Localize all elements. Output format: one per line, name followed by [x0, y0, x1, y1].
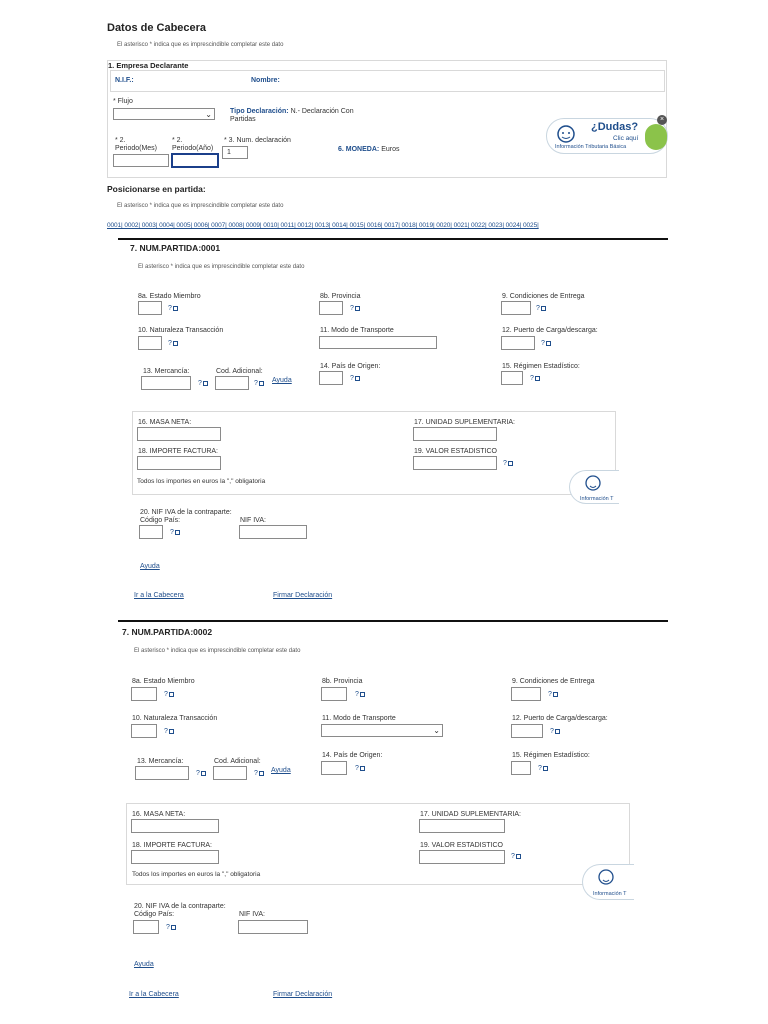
importes-note: Todos los importes en euros la "," obligatoria [137, 478, 266, 485]
flujo-select[interactable] [113, 108, 215, 120]
partida-note: El asterisco * indica que es imprescindible completar este dato [138, 264, 305, 270]
popup-icon [169, 692, 174, 697]
mercancia-input[interactable] [135, 766, 189, 780]
naturaleza-help[interactable] [164, 728, 174, 735]
modo-select[interactable] [319, 336, 437, 349]
dudas-banner[interactable] [546, 118, 668, 154]
regimen-help[interactable] [530, 375, 540, 382]
popup-icon [516, 854, 521, 859]
codigo-pais-help[interactable] [166, 924, 176, 931]
condiciones-help[interactable] [536, 305, 546, 312]
help-text: ? [198, 380, 202, 387]
moneda-label: 6. MONEDA: [338, 146, 380, 153]
required-note: El asterisco * indica que es imprescindible completar este dato [117, 42, 284, 48]
importe-input[interactable] [131, 850, 219, 864]
pais-origen-input[interactable] [321, 761, 347, 775]
help-text: ? [355, 691, 359, 698]
popup-icon [360, 766, 365, 771]
help-text: ? [530, 375, 534, 382]
firmar-link[interactable]: Firmar Declaración [273, 592, 333, 599]
help-text: ? [164, 728, 168, 735]
pais-origen-label: 14. País de Origen: [322, 752, 383, 759]
partida-title: 7. NUM.PARTIDA:0001 [130, 243, 221, 253]
puerto-help[interactable] [550, 728, 560, 735]
help-text: ? [164, 691, 168, 698]
pais-origen-help[interactable] [355, 765, 365, 772]
cod-adicional-help[interactable] [254, 770, 264, 777]
masa-label: 16. MASA NETA: [138, 419, 192, 426]
tipo-value: N.- Declaración Con [290, 108, 354, 115]
dudas-clic: Clic aquí [613, 135, 639, 142]
empresa-row [110, 70, 665, 92]
modo-label: 11. Modo de Transporte [320, 327, 394, 334]
nif-iva-input[interactable] [239, 525, 307, 539]
tipo-value-2: Partidas [230, 116, 256, 123]
regimen-label: 15. Régimen Estadístico: [512, 752, 590, 759]
unidad-input[interactable] [413, 427, 497, 441]
condiciones-input[interactable] [501, 301, 531, 315]
help-text: ? [548, 691, 552, 698]
num-declaracion-label: * 3. Num. declaración [224, 137, 291, 144]
importe-label: 18. IMPORTE FACTURA: [132, 842, 212, 849]
help-text: ? [538, 765, 542, 772]
importes-note: Todos los importes en euros la "," obligatoria [132, 871, 261, 878]
naturaleza-label: 10. Naturaleza Transacción [138, 327, 224, 334]
importe-label: 18. IMPORTE FACTURA: [138, 448, 218, 455]
nif-iva-input[interactable] [238, 920, 308, 934]
help-text: ? [355, 765, 359, 772]
popup-icon [173, 306, 178, 311]
chevron-down-icon: ⌄ [205, 110, 212, 119]
popup-icon [360, 692, 365, 697]
modo-select[interactable] [321, 724, 443, 737]
mercancia-help[interactable] [198, 380, 208, 387]
posicionarse-note: El asterisco * indica que es imprescindible completar este dato [117, 203, 284, 209]
provincia-label: 8b. Provincia [322, 678, 363, 685]
estado-input[interactable] [131, 687, 157, 701]
puerto-help[interactable] [541, 340, 551, 347]
separator [118, 238, 668, 240]
regimen-input[interactable] [501, 371, 523, 385]
popup-icon [555, 729, 560, 734]
naturaleza-label: 10. Naturaleza Transacción [132, 715, 218, 722]
popup-icon [508, 461, 513, 466]
masa-input[interactable] [131, 819, 219, 833]
help-text: ? [254, 380, 258, 387]
masa-input[interactable] [137, 427, 221, 441]
ayuda-link[interactable]: Ayuda [134, 961, 154, 968]
provincia-label: 8b. Provincia [320, 293, 361, 300]
flujo-label: * Flujo [113, 98, 133, 105]
popup-icon [543, 766, 548, 771]
nif-iva-label: 20. NIF IVA de la contraparte: [140, 509, 232, 516]
partida-title: 7. NUM.PARTIDA:0002 [122, 627, 213, 637]
periodo-mes-label-2: Periodo(Mes) [115, 145, 158, 152]
nif-label: N.I.F.: [115, 77, 134, 84]
puerto-input[interactable] [511, 724, 543, 738]
puerto-label: 12. Puerto de Carga/descarga: [502, 327, 598, 334]
posicionarse-title: Posicionarse en partida: [107, 184, 206, 194]
puerto-label: 12. Puerto de Carga/descarga: [512, 715, 608, 722]
periodo-anio-label-2: Periodo(Año) [172, 145, 214, 152]
firmar-link[interactable]: Firmar Declaración [273, 991, 333, 998]
close-icon[interactable]: × [657, 115, 667, 125]
section-empresa: 1. Empresa Declarante [108, 61, 189, 70]
popup-icon [355, 376, 360, 381]
separator [118, 620, 668, 622]
nif-iva-label: 20. NIF IVA de la contraparte: [134, 903, 226, 910]
dudas-title: ¿Dudas? [591, 121, 639, 133]
num-declaracion-input[interactable]: 1 [222, 146, 248, 159]
periodo-anio-input[interactable] [171, 153, 219, 168]
help-text: ? [166, 924, 170, 931]
popup-icon [546, 341, 551, 346]
nif-iva-short-label: NIF IVA: [239, 911, 265, 918]
cod-adicional-label: Cod. Adicional: [216, 368, 263, 375]
cod-adicional-help[interactable] [254, 380, 264, 387]
mercancia-label: 13. Mercancía: [137, 758, 184, 765]
naturaleza-help[interactable] [168, 340, 178, 347]
help-text: ? [536, 305, 540, 312]
partida-links[interactable]: 0001| 0002| 0003| 0004| 0005| 0006| 0007| 0008| 0009| 0010| 0011| 0012| 0013| 0014| 0015| 0016| 0017| 0018| 0019| 0020| 0021| 0022| 0023| 0024| 0025| [107, 222, 539, 229]
valor-input[interactable] [419, 850, 505, 864]
info-badge-text: Información T [580, 496, 614, 502]
page-title: Datos de Cabecera [107, 22, 207, 34]
nombre-label: Nombre: [251, 77, 280, 84]
regimen-help[interactable] [538, 765, 548, 772]
periodo-anio-label-1: * 2. [172, 137, 183, 144]
ir-cabecera-link[interactable]: Ir a la Cabecera [129, 991, 179, 998]
codigo-pais-label: Código País: [140, 517, 181, 524]
provincia-help[interactable] [355, 691, 365, 698]
valor-help[interactable] [503, 460, 513, 467]
mercancia-input[interactable] [141, 376, 191, 390]
popup-icon [201, 771, 206, 776]
estado-label: 8a. Estado Miembro [138, 293, 201, 300]
tipo-label: Tipo Declaración: [230, 108, 289, 115]
tipo-declaracion [230, 108, 354, 124]
periodo-anio-label [172, 137, 213, 153]
provincia-help[interactable] [350, 305, 360, 312]
headset-icon [582, 473, 604, 495]
help-text: ? [350, 375, 354, 382]
help-text: ? [168, 340, 172, 347]
condiciones-label: 9. Condiciones de Entrega [512, 678, 595, 685]
pais-origen-label: 14. País de Origen: [320, 363, 381, 370]
chevron-down-icon: ⌄ [433, 726, 440, 735]
pais-origen-help[interactable] [350, 375, 360, 382]
help-text: ? [350, 305, 354, 312]
moneda-value: Euros [381, 146, 400, 153]
help-text: ? [511, 853, 515, 860]
unidad-input[interactable] [419, 819, 505, 833]
help-text: ? [550, 728, 554, 735]
cod-adicional-input[interactable] [213, 766, 247, 780]
codigo-pais-help[interactable] [170, 529, 180, 536]
codigo-pais-input[interactable] [133, 920, 159, 934]
cod-adicional-input[interactable] [215, 376, 249, 390]
partida-note: El asterisco * indica que es imprescindible completar este dato [134, 648, 301, 654]
puerto-input[interactable] [501, 336, 535, 350]
ir-cabecera-link[interactable]: Ir a la Cabecera [134, 592, 184, 599]
help-text: ? [196, 770, 200, 777]
popup-icon [169, 729, 174, 734]
unidad-label: 17. UNIDAD SUPLEMENTARIA: [414, 419, 516, 426]
condiciones-label: 9. Condiciones de Entrega [502, 293, 585, 300]
help-text: ? [503, 460, 507, 467]
valor-help[interactable] [511, 853, 521, 860]
codigo-pais-input[interactable] [139, 525, 163, 539]
estado-help[interactable] [164, 691, 174, 698]
periodo-mes-input[interactable] [113, 154, 169, 167]
info-badge[interactable] [582, 864, 634, 900]
estado-input[interactable] [138, 301, 162, 315]
popup-icon [259, 771, 264, 776]
popup-icon [535, 376, 540, 381]
ayuda-inline-link[interactable]: Ayuda [272, 377, 292, 384]
popup-icon [175, 530, 180, 535]
ayuda-inline-link[interactable]: Ayuda [271, 767, 291, 774]
headset-icon [595, 867, 617, 889]
valor-label: 19. VALOR ESTADISTICO [414, 448, 497, 455]
info-badge[interactable] [569, 470, 619, 504]
provincia-input[interactable] [319, 301, 343, 315]
estado-help[interactable] [168, 305, 178, 312]
help-text: ? [168, 305, 172, 312]
condiciones-help[interactable] [548, 691, 558, 698]
help-text: ? [254, 770, 258, 777]
condiciones-input[interactable] [511, 687, 541, 701]
importe-input[interactable] [137, 456, 221, 470]
mercancia-label: 13. Mercancía: [143, 368, 190, 375]
popup-icon [203, 381, 208, 386]
popup-icon [355, 306, 360, 311]
modo-label: 11. Modo de Transporte [322, 715, 396, 722]
dudas-info: Información Tributaria Básica [555, 144, 627, 150]
regimen-input[interactable] [511, 761, 531, 775]
unidad-label: 17. UNIDAD SUPLEMENTARIA: [420, 811, 522, 818]
regimen-label: 15. Régimen Estadístico: [502, 363, 580, 370]
popup-icon [173, 341, 178, 346]
help-text: ? [170, 529, 174, 536]
moneda [338, 146, 399, 153]
ayuda-link[interactable]: Ayuda [140, 563, 160, 570]
naturaleza-input[interactable] [131, 724, 157, 738]
help-text: ? [541, 340, 545, 347]
masa-label: 16. MASA NETA: [132, 811, 186, 818]
popup-icon [541, 306, 546, 311]
phone-icon [645, 124, 667, 150]
popup-icon [553, 692, 558, 697]
mercancia-help[interactable] [196, 770, 206, 777]
provincia-input[interactable] [321, 687, 347, 701]
estado-label: 8a. Estado Miembro [132, 678, 195, 685]
cod-adicional-label: Cod. Adicional: [214, 758, 261, 765]
popup-icon [171, 925, 176, 930]
pais-origen-input[interactable] [319, 371, 343, 385]
codigo-pais-label: Código País: [134, 911, 175, 918]
info-badge-text: Información T [593, 891, 627, 897]
periodo-mes-label-1: * 2. [115, 137, 126, 144]
nif-iva-short-label: NIF IVA: [240, 517, 266, 524]
popup-icon [259, 381, 264, 386]
valor-label: 19. VALOR ESTADISTICO [420, 842, 503, 849]
valor-input[interactable] [413, 456, 497, 470]
periodo-mes-label [115, 137, 157, 153]
naturaleza-input[interactable] [138, 336, 162, 350]
